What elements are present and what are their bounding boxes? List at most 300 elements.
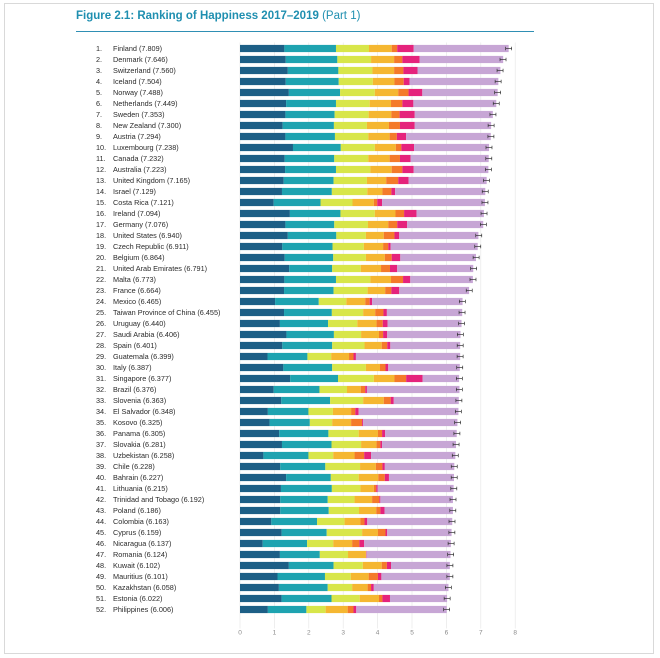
rank-label: 21.	[96, 264, 107, 273]
country-label: Singapore (6.377)	[113, 374, 172, 383]
bar-segment	[361, 265, 381, 272]
bar-segment	[338, 375, 374, 382]
bar-segment	[370, 166, 391, 173]
rank-label: 17.	[96, 220, 107, 229]
bar-segment	[382, 342, 388, 349]
rank-label: 29.	[96, 352, 107, 361]
bar-segment	[388, 320, 462, 327]
bar-segment	[385, 474, 389, 481]
bar-segment	[384, 507, 452, 514]
bar-segment	[374, 485, 376, 492]
rank-label: 6.	[96, 99, 103, 108]
x-tick-label: 4	[375, 629, 380, 637]
bar-segment	[333, 540, 352, 547]
rank-label: 10.	[96, 143, 107, 152]
bar-segment	[391, 397, 394, 404]
bar-segment	[334, 287, 368, 294]
rank-label: 48.	[96, 561, 107, 570]
bar-segment	[263, 540, 307, 547]
country-label: Sweden (7.353)	[113, 110, 165, 119]
bar-segment	[379, 496, 380, 503]
bar-segment	[365, 518, 368, 525]
bar-segment	[355, 408, 358, 415]
bar-segment	[415, 111, 493, 118]
bar-segment	[390, 155, 400, 162]
bar-segment	[359, 540, 364, 547]
country-label: Czech Republic (6.911)	[113, 242, 189, 251]
bar-segment	[282, 342, 332, 349]
bar-segment	[410, 78, 499, 85]
bar-segment	[368, 155, 389, 162]
x-tick-label: 6	[444, 629, 449, 637]
bar-segment	[332, 188, 367, 195]
country-label: Finland (7.809)	[113, 44, 163, 53]
x-tick-label: 2	[306, 629, 311, 637]
bar-segment	[381, 265, 390, 272]
bar-segment	[286, 78, 339, 85]
bar-segment	[385, 463, 454, 470]
bar-segment	[361, 386, 365, 393]
bar-segment	[270, 419, 310, 426]
rank-label: 28.	[96, 341, 107, 350]
bar-segment	[388, 364, 460, 371]
rank-label: 27.	[96, 330, 107, 339]
bar-segment	[285, 155, 335, 162]
x-tick-label: 1	[272, 629, 277, 637]
bar-segment	[385, 430, 457, 437]
bar-segment	[336, 232, 366, 239]
bar-segment	[268, 606, 307, 613]
bar-segment	[398, 89, 408, 96]
bar-segment	[362, 529, 378, 536]
bar-segment	[355, 496, 373, 503]
bar-segment	[357, 320, 376, 327]
country-label: Australia (7.223)	[113, 165, 167, 174]
bar-segment	[335, 111, 369, 118]
bar-segment	[289, 562, 334, 569]
bar-segment	[402, 56, 419, 63]
country-label: Taiwan Province of China (6.455)	[113, 308, 221, 317]
bar-segment	[414, 144, 489, 151]
bar-segment	[334, 122, 367, 129]
bar-segment	[380, 507, 384, 514]
bar-segment	[364, 243, 383, 250]
bar-segment	[363, 562, 382, 569]
bar-segment	[336, 45, 369, 52]
bar-segment	[352, 540, 359, 547]
bar-segment	[394, 375, 406, 382]
bar-segment	[240, 276, 284, 283]
bar-segment	[290, 375, 338, 382]
bar-segment	[386, 177, 398, 184]
country-label: Luxembourg (7.238)	[113, 143, 179, 152]
bar-segment	[290, 210, 341, 217]
bar-segment	[378, 474, 385, 481]
country-label: Brazil (6.376)	[113, 385, 157, 394]
bar-segment	[365, 298, 369, 305]
rank-label: 14.	[96, 187, 107, 196]
country-label: United Arab Emirates (6.791)	[113, 264, 208, 273]
bar-segment	[346, 298, 365, 305]
bar-segment	[240, 67, 288, 74]
bar-segment	[336, 276, 370, 283]
bar-segment	[240, 232, 288, 239]
bar-segment	[345, 518, 361, 525]
bar-segment	[390, 133, 397, 140]
bar-segment	[240, 111, 285, 118]
x-tick-label: 3	[341, 629, 346, 637]
bar-segment	[375, 144, 396, 151]
bar-segment	[420, 56, 504, 63]
bar-segment	[360, 463, 376, 470]
bar-segment	[356, 353, 460, 360]
bar-segment	[285, 111, 334, 118]
bar-segment	[328, 430, 358, 437]
bar-segment	[308, 452, 333, 459]
country-label: Germany (7.076)	[113, 220, 169, 229]
rank-label: 26.	[96, 319, 107, 328]
country-label: Canada (7.232)	[113, 154, 164, 163]
bar-segment	[335, 133, 368, 140]
bar-segment	[409, 177, 487, 184]
bar-segment	[387, 342, 390, 349]
bar-segment	[317, 518, 345, 525]
bar-segment	[347, 386, 361, 393]
bar-segment	[414, 45, 509, 52]
bar-segment	[338, 67, 372, 74]
country-label: Malta (6.773)	[113, 275, 156, 284]
bar-segment	[371, 56, 394, 63]
bar-segment	[240, 243, 282, 250]
bar-segment	[382, 595, 390, 602]
bar-segment	[240, 122, 283, 129]
bar-segment	[334, 562, 363, 569]
bar-segment	[351, 419, 362, 426]
bar-segment	[240, 188, 282, 195]
bar-segment	[392, 254, 401, 261]
x-tick-label: 7	[478, 629, 483, 637]
bar-segment	[340, 210, 374, 217]
bar-segment	[240, 551, 280, 558]
bar-segment	[400, 122, 415, 129]
rank-label: 35.	[96, 418, 107, 427]
rank-label: 11.	[96, 154, 106, 163]
bar-segment	[371, 584, 374, 591]
bar-segment	[400, 111, 415, 118]
bar-segment	[377, 441, 381, 448]
bar-segment	[394, 56, 402, 63]
bar-segment	[416, 210, 483, 217]
bar-segment	[382, 441, 456, 448]
country-label: Iceland (7.504)	[113, 77, 162, 86]
bar-segment	[240, 320, 280, 327]
rank-label: 20.	[96, 253, 107, 262]
bar-segment	[340, 89, 375, 96]
bar-segment	[385, 287, 391, 294]
country-label: Estonia (6.022)	[113, 594, 163, 603]
bar-segment	[394, 78, 403, 85]
rank-label: 44.	[96, 517, 107, 526]
bar-segment	[348, 606, 354, 613]
bar-segment	[332, 485, 361, 492]
bar-segment	[381, 573, 449, 580]
country-label: Lithuania (6.215)	[113, 484, 168, 493]
bar-segment	[240, 287, 284, 294]
bar-segment	[365, 342, 382, 349]
bar-segment	[240, 254, 285, 261]
bar-segment	[284, 276, 336, 283]
bar-segment	[356, 606, 446, 613]
bar-segment	[374, 375, 395, 382]
country-label: Ireland (7.094)	[113, 209, 161, 218]
bar-segment	[352, 584, 367, 591]
bar-segment	[394, 232, 399, 239]
bar-segment	[328, 584, 352, 591]
bar-segment	[391, 276, 403, 283]
bar-segment	[336, 166, 370, 173]
bar-segment	[362, 419, 363, 426]
bar-segment	[390, 265, 397, 272]
x-tick-label: 8	[513, 629, 518, 637]
country-label: El Salvador (6.348)	[113, 407, 176, 416]
bar-segment	[377, 199, 382, 206]
bar-segment	[293, 144, 341, 151]
bar-segment	[332, 342, 364, 349]
bar-segment	[337, 56, 371, 63]
country-label: Kuwait (6.102)	[113, 561, 161, 570]
bar-segment	[351, 573, 369, 580]
rank-label: 40.	[96, 473, 107, 482]
bar-segment	[240, 419, 270, 426]
bar-segment	[367, 122, 389, 129]
country-label: Switzerland (7.560)	[113, 66, 176, 75]
rank-label: 41.	[96, 484, 107, 493]
bar-segment	[280, 507, 329, 514]
bar-segment	[373, 78, 395, 85]
bar-segment	[332, 441, 362, 448]
bar-segment	[378, 485, 454, 492]
bar-segment	[282, 529, 327, 536]
bar-segment	[240, 221, 285, 228]
rank-label: 47.	[96, 550, 107, 559]
bar-segment	[240, 166, 285, 173]
rank-label: 32.	[96, 385, 107, 394]
bar-segment	[240, 331, 286, 338]
bar-segment	[333, 408, 351, 415]
bar-segment	[329, 507, 359, 514]
rank-label: 3.	[96, 66, 103, 75]
bar-segment	[281, 485, 332, 492]
bar-segment	[332, 265, 361, 272]
bar-segment	[354, 353, 356, 360]
bar-segment	[240, 100, 286, 107]
bar-segment	[288, 67, 339, 74]
figure-title-text: Figure 2.1: Ranking of Happiness 2017–2019	[76, 10, 319, 22]
bar-segment	[279, 584, 328, 591]
bar-segment	[376, 463, 383, 470]
bar-segment	[334, 177, 367, 184]
rank-label: 23.	[96, 286, 107, 295]
bar-segment	[341, 144, 375, 151]
bar-segment	[284, 287, 334, 294]
rank-label: 33.	[96, 396, 107, 405]
bar-segment	[395, 210, 404, 217]
bar-segment	[240, 265, 289, 272]
bar-segment	[383, 309, 386, 316]
rank-label: 49.	[96, 572, 107, 581]
bar-segment	[391, 111, 399, 118]
bar-segment	[277, 573, 324, 580]
bar-segment	[240, 56, 286, 63]
bar-segment	[391, 562, 450, 569]
bar-segment	[240, 452, 263, 459]
bar-segment	[406, 375, 423, 382]
bar-segment	[388, 243, 390, 250]
bar-segment	[413, 100, 496, 107]
bar-segment	[240, 584, 279, 591]
bar-segment	[320, 199, 352, 206]
bar-segment	[334, 155, 368, 162]
bar-segment	[369, 45, 392, 52]
country-label: Kosovo (6.325)	[113, 418, 163, 427]
rank-label: 34.	[96, 407, 107, 416]
bar-segment	[375, 210, 396, 217]
bar-segment	[282, 441, 332, 448]
bar-segment	[394, 397, 459, 404]
bar-segment	[378, 573, 381, 580]
country-label: Denmark (7.646)	[113, 55, 168, 64]
country-label: Uruguay (6.440)	[113, 319, 166, 328]
rank-label: 25.	[96, 308, 107, 317]
country-label: Bahrain (6.227)	[113, 473, 164, 482]
country-label: Kazakhstan (6.058)	[113, 583, 177, 592]
bar-segment	[352, 199, 373, 206]
bar-segment	[392, 166, 403, 173]
bar-segment	[406, 133, 491, 140]
bar-segment	[327, 529, 362, 536]
bar-segment	[286, 56, 338, 63]
country-label: Belgium (6.864)	[113, 253, 165, 262]
bar-segment	[372, 67, 394, 74]
bar-segment	[359, 408, 459, 415]
bar-segment	[240, 298, 275, 305]
bar-segment	[282, 243, 332, 250]
bar-segment	[375, 89, 398, 96]
rank-label: 16.	[96, 209, 107, 218]
rank-label: 46.	[96, 539, 107, 548]
bar-segment	[391, 188, 395, 195]
bar-segment	[383, 320, 388, 327]
bar-segment	[351, 408, 355, 415]
bar-segment	[377, 320, 383, 327]
bar-segment	[384, 232, 395, 239]
country-label: Trinidad and Tobago (6.192)	[113, 495, 205, 504]
bar-segment	[275, 298, 319, 305]
bar-segment	[401, 144, 414, 151]
bar-segment	[320, 551, 348, 558]
x-tick-label: 0	[238, 629, 242, 637]
bar-segment	[268, 353, 308, 360]
bar-segment	[403, 67, 417, 74]
bar-segment	[367, 551, 451, 558]
bar-segment	[368, 133, 389, 140]
rank-label: 7.	[96, 110, 103, 119]
bar-segment	[355, 452, 365, 459]
bar-segment	[240, 144, 293, 151]
rank-label: 19.	[96, 242, 107, 251]
rank-label: 30.	[96, 363, 107, 372]
bar-segment	[367, 188, 382, 195]
bar-segment	[325, 573, 351, 580]
bar-segment	[364, 540, 451, 547]
bar-segment	[240, 529, 282, 536]
bar-segment	[402, 166, 413, 173]
bar-segment	[283, 364, 332, 371]
bar-segment	[240, 133, 285, 140]
bar-segment	[306, 606, 325, 613]
country-label: Netherlands (7.449)	[113, 99, 178, 108]
bar-segment	[360, 518, 364, 525]
bar-segment	[307, 540, 333, 547]
bar-segment	[385, 254, 392, 261]
rank-label: 42.	[96, 495, 107, 504]
bar-segment	[332, 364, 366, 371]
bar-segment	[361, 441, 376, 448]
bar-segment	[363, 419, 457, 426]
country-label: Uzbekistan (6.258)	[113, 451, 175, 460]
bar-segment	[378, 529, 386, 536]
bar-segment	[418, 67, 501, 74]
bar-segment	[423, 375, 459, 382]
bar-segment	[240, 45, 284, 52]
bar-segment	[240, 540, 263, 547]
bar-segment	[286, 331, 333, 338]
x-tick-label: 5	[410, 629, 414, 637]
bar-segment	[280, 551, 320, 558]
bar-segment	[384, 397, 391, 404]
bar-segment	[240, 210, 290, 217]
bar-segment	[263, 452, 308, 459]
bar-segment	[367, 386, 460, 393]
bar-segment	[400, 254, 476, 261]
country-label: Romania (6.124)	[113, 550, 168, 559]
bar-segment	[375, 309, 383, 316]
bar-segment	[333, 452, 354, 459]
bar-segment	[370, 276, 391, 283]
bar-segment	[391, 100, 402, 107]
country-label: Italy (6.387)	[113, 363, 152, 372]
bar-segment	[392, 45, 398, 52]
bar-segment	[274, 386, 320, 393]
rank-label: 12.	[96, 165, 107, 174]
bar-segment	[374, 584, 449, 591]
bar-segment	[331, 353, 349, 360]
bar-segment	[285, 221, 334, 228]
bar-segment	[380, 496, 453, 503]
rank-label: 9.	[96, 132, 103, 141]
rank-label: 24.	[96, 297, 107, 306]
country-label: Panama (6.305)	[113, 429, 166, 438]
bar-segment	[387, 309, 462, 316]
country-label: Mexico (6.465)	[113, 297, 162, 306]
country-label: Colombia (6.163)	[113, 517, 169, 526]
bar-segment	[332, 595, 360, 602]
rank-label: 52.	[96, 605, 107, 614]
bar-segment	[379, 595, 382, 602]
bar-segment	[284, 45, 336, 52]
bar-segment	[389, 474, 454, 481]
bar-segment	[380, 364, 386, 371]
